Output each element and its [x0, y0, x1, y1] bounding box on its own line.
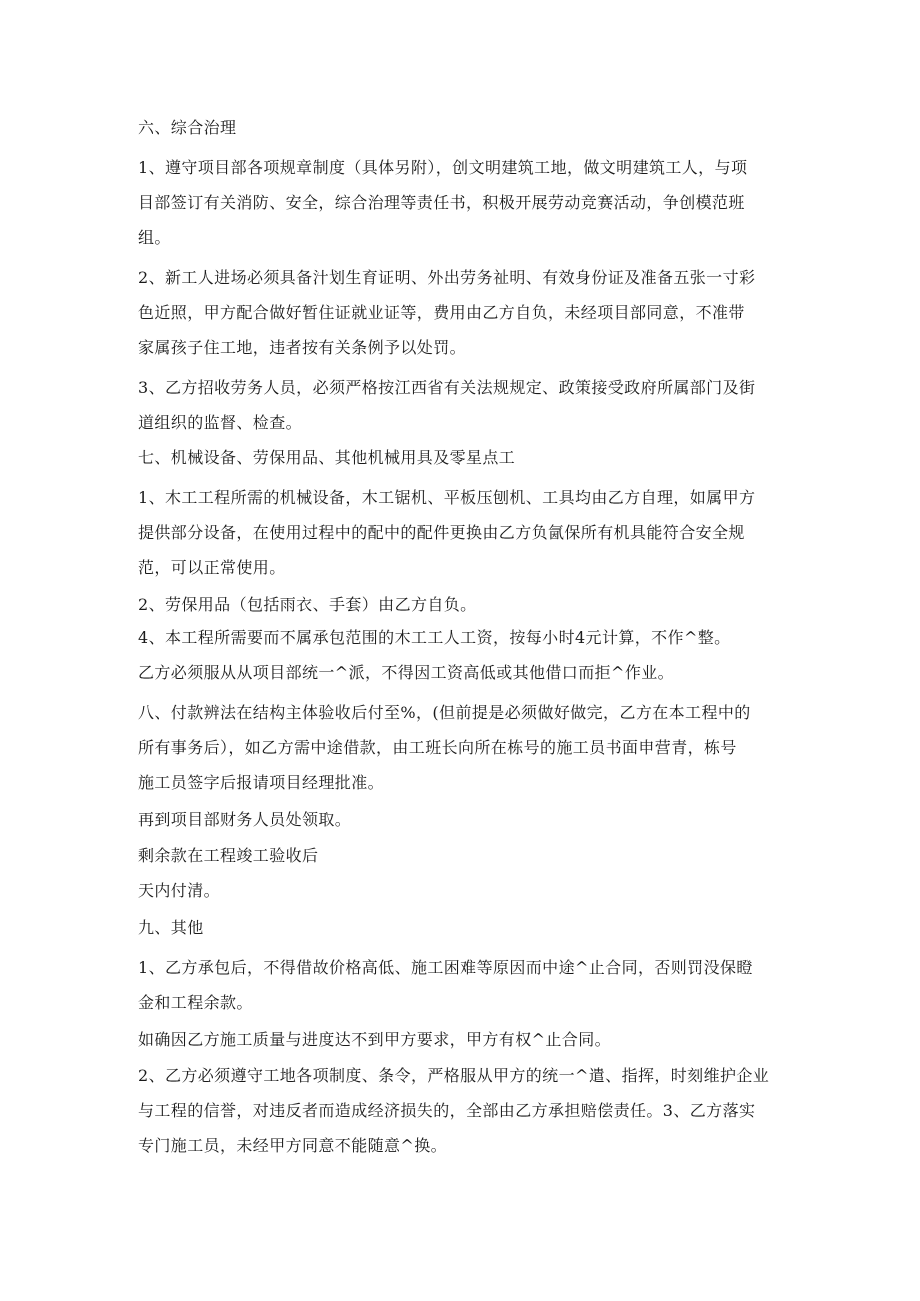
section-heading-7: 七、机械设备、劳保用品、其他机械用具及零星点工: [138, 448, 516, 467]
text-line: 2、劳保用品（包括雨衣、手套）由乙方自负。: [138, 595, 477, 614]
text-line: 剩余款在工程竣工验收后: [138, 846, 319, 865]
text-line: 金和工程余款。: [138, 993, 253, 1012]
text-line: 1、遵守项目部各项规章制度（具体另附），创文明建筑工地，做文明建筑工人，与项: [138, 158, 748, 177]
text-line: 4、本工程所需要而不属承包范围的木工工人工资，按每小时4元计算，不作^整。: [138, 628, 731, 647]
text-line: 3、乙方招收劳务人员，必须严格按江西省有关法规规定、政策接受政府所属部门及街: [138, 378, 756, 397]
text-line: 道组织的监督、检查。: [138, 413, 303, 432]
text-line: 色近照，甲方配合做好暂住证就业证等，费用由乙方自负，未经项目部同意，不准带: [138, 303, 745, 322]
text-line: 家属孩子住工地，违者按有关条例予以处罚。: [138, 338, 467, 357]
section-heading-6: 六、综合治理: [138, 118, 237, 137]
text-line: 2、乙方必须遵守工地各项制度、条令，严格服从甲方的统一^遣、指挥，时刻维护企业: [138, 1066, 770, 1085]
text-line: 2、新工人进场必须具备汁划生育证明、外出劳务祉明、有效身份证及准备五张一寸彩: [138, 268, 756, 287]
text-line: 1、乙方承包后，不得借故价格高低、施工困难等原因而中途^止合同，否则罚没保瞪: [138, 958, 753, 977]
text-line: 提供部分设备，在使用过程中的配中的配件更换由乙方负氤保所有机具能符合安全规: [138, 523, 745, 542]
text-line: 所有事务后），如乙方需中途借款，由工班长向所在栋号的施工员书面申营青，栋号: [138, 738, 737, 757]
text-line: 组。: [138, 228, 171, 247]
section-heading-8: 八、付款辨法在结构主体验收后付至%，(但前提是必须做好做完，乙方在本工程中的: [138, 703, 751, 722]
text-line: 目部签订有关消防、安全，综合治理等责任书，积极开展劳动竞赛活动，争创模范班: [138, 193, 745, 212]
text-line: 乙方必须服从从项目部统一^派，不得因工资高低或其他借口而拒^作业。: [138, 663, 675, 682]
text-line: 1、木工工程所需的机械设备，木工锯机、平板压刨机、工具均由乙方自理，如属甲方: [138, 488, 756, 507]
text-line: 专门施工员，未经甲方同意不能随意^换。: [138, 1136, 448, 1155]
text-line: 施工员签字后报请项目经理批准。: [138, 773, 385, 792]
section-heading-9: 九、其他: [138, 918, 204, 937]
text-line: 天内付清。: [138, 881, 221, 900]
text-line: 范，可以正常使用。: [138, 558, 286, 577]
text-line: 如确因乙方施工质量与进度达不到甲方要求，甲方有权^止合同。: [138, 1030, 612, 1049]
text-line: 与工程的信誉，对违反者而造成经济损失的，全部由乙方承担赔偿责任。3、乙方落实: [138, 1101, 756, 1120]
text-line: 再到项目部财务人员处领取。: [138, 810, 352, 829]
